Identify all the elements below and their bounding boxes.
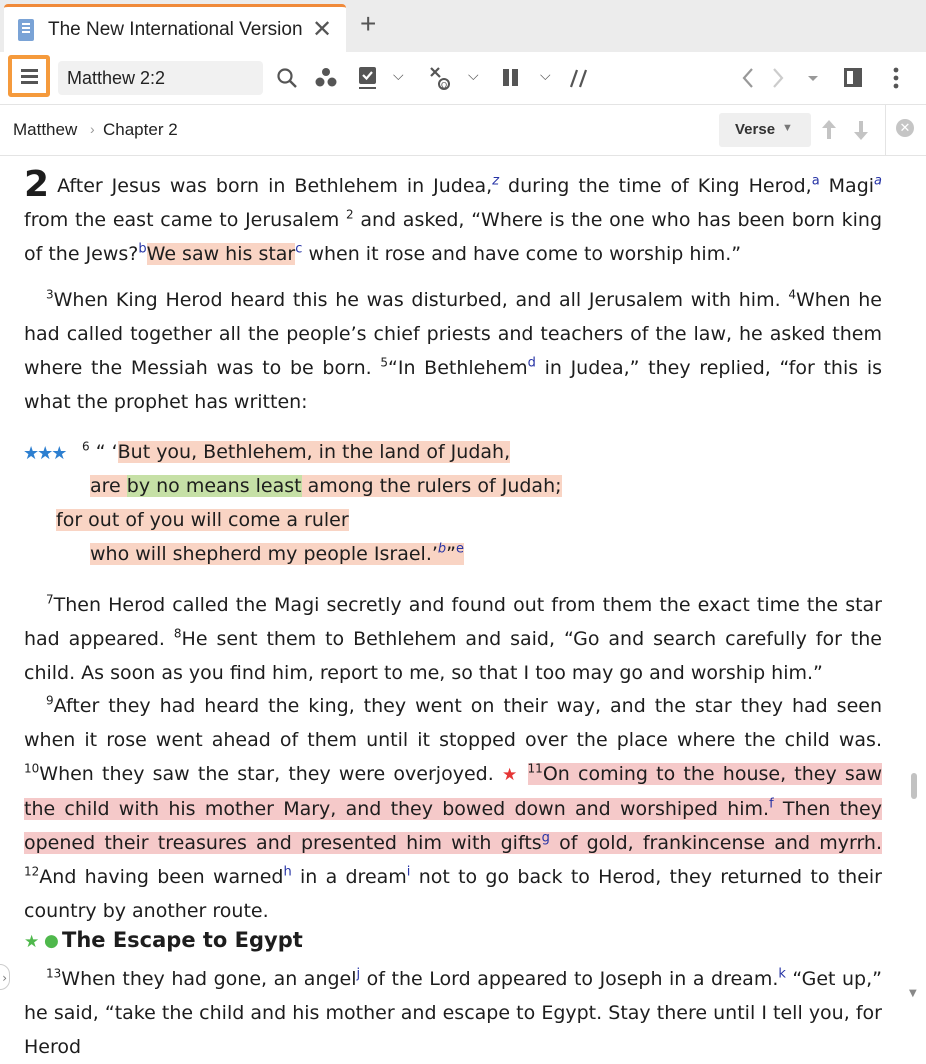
rating-stars-icon[interactable]: ★★★ [23, 443, 66, 464]
highlight-by-no-means-least[interactable]: by no means least [126, 475, 302, 497]
highlight-we-saw-his-star[interactable]: We saw his star [146, 243, 296, 265]
panel-layout-icon[interactable] [842, 64, 864, 92]
forward-icon[interactable] [770, 64, 786, 92]
verse-number: 4 [788, 287, 796, 302]
verse-9-text: After they had heard the king, they went on their way, and the star they had seen when it rose went ahead of them until it stopped over the place where the child was. [24, 695, 882, 751]
verse-11-text: On coming to the house, they saw the child with his mother Mary, and they bowed down and worshiped him. [24, 763, 883, 820]
highlight-poem-line-2a[interactable]: are [90, 475, 127, 497]
arrow-down-icon[interactable] [852, 117, 870, 143]
verse-text: in a dream [291, 866, 407, 888]
close-tab-icon[interactable]: ✕ [312, 16, 333, 43]
toolbar [0, 52, 926, 105]
footnote-e[interactable]: e [456, 541, 465, 557]
chapter-number: 2 [24, 164, 50, 205]
cluster-icon[interactable] [314, 64, 338, 92]
verse-text: during the time of King Herod, [499, 175, 812, 197]
more-options-icon[interactable] [888, 64, 904, 92]
chevron-down-icon: ▼ [782, 122, 793, 134]
verse-text: from the east came to Jerusalem [24, 209, 346, 231]
quote-open: “ ‘ [95, 441, 118, 463]
tab-bar [0, 0, 926, 52]
verse-number: 11 [527, 761, 543, 776]
verse-number: 10 [24, 761, 40, 776]
columns-icon[interactable] [500, 64, 522, 92]
bible-icon [18, 19, 34, 41]
reference-input[interactable] [58, 61, 263, 95]
breadcrumb-chapter[interactable]: Chapter 2 [103, 120, 178, 139]
tab-title: The New International Version [48, 19, 303, 40]
link-dropdown-chevron-icon[interactable]: ⌵ [468, 67, 479, 83]
verse-13-text: When they had gone, an angel [61, 968, 357, 990]
quote-close: ” [446, 543, 457, 565]
paragraph-4 [24, 689, 882, 928]
poetry-line-3 [56, 503, 349, 537]
paragraph-3 [24, 588, 882, 690]
verse-text: when it rose and have come to worship him.” [302, 243, 742, 265]
verse-number: 5 [380, 355, 388, 370]
verse-4-text: When he had called together all the people’s chief priests and teachers of the law, he asked them where the Messiah was to be born. [24, 289, 882, 379]
poetry-line-1 [82, 435, 510, 469]
menu-button[interactable] [8, 55, 50, 97]
bible-text-pane[interactable] [0, 156, 926, 1058]
verse-dropdown[interactable] [719, 113, 811, 147]
footnote-a[interactable]: a [811, 173, 820, 189]
footnote-b[interactable]: b [138, 241, 147, 257]
verse-number: 7 [46, 592, 54, 607]
footnote-c[interactable]: c [295, 241, 303, 257]
tab-niv[interactable] [4, 4, 346, 52]
scrollbar[interactable] [911, 773, 917, 799]
verse-text: of gold, frankincense and myrrh. [549, 832, 882, 854]
verse-text: in Judea,” they replied, “for this is what the prophet has written: [24, 357, 882, 413]
paragraph-1 [24, 164, 883, 271]
sidebar-expand-handle[interactable]: › [0, 964, 10, 990]
verse-text: “Get up,” he said, “take the child and his mother and escape to Egypt. Stay there until I tell you, for Herod [24, 968, 882, 1058]
breadcrumb-separator: › [90, 121, 95, 137]
link-sync-icon[interactable] [428, 64, 454, 92]
search-icon[interactable] [276, 64, 298, 92]
verse-12-text: And having been warned [39, 866, 284, 888]
footnote-d[interactable]: d [527, 355, 536, 371]
star-icon[interactable]: ★ [24, 932, 40, 952]
checklist-icon[interactable] [356, 64, 380, 92]
new-tab-button[interactable]: + [360, 8, 377, 39]
poetry-line-2 [90, 469, 562, 503]
breadcrumb [0, 105, 926, 156]
highlight-poem-line-3[interactable]: for out of you will come a ruler [56, 509, 349, 531]
verse-number: 13 [46, 966, 62, 981]
section-heading: The Escape to Egypt [62, 928, 303, 952]
columns-dropdown-chevron-icon[interactable]: ⌵ [540, 67, 551, 83]
highlight-poem-line-4[interactable] [90, 543, 464, 565]
footnote-g[interactable]: g [541, 830, 550, 846]
paragraph-2 [24, 283, 882, 419]
highlight-poem-line-1[interactable]: But you, Bethlehem, in the land of Judah, [117, 441, 511, 463]
footnote-i[interactable]: i [406, 864, 411, 880]
svg-text:Ω: Ω [441, 81, 448, 90]
paragraph-5 [24, 962, 882, 1064]
verse-text: Then they opened their treasures and presented him with gifts [24, 798, 882, 854]
verse-number: 2 [345, 207, 354, 222]
footnote-a-italic[interactable]: a [874, 173, 883, 189]
footnote-b-italic[interactable]: b [437, 541, 447, 557]
verse-5-text: “In Bethlehem [388, 357, 528, 379]
verse-text: Magi [819, 175, 875, 197]
verse-8-text: He sent them to Bethlehem and said, “Go and search carefully for the child. As soon as you find him, report to me, so that I too may go and worship him.” [24, 628, 882, 684]
verse-10-text: When they saw the star, they were overjoyed. [39, 763, 502, 785]
footnote-j[interactable]: j [356, 966, 361, 982]
verse-3-text: When King Herod heard this he was disturbed, and all Jerusalem with him. [53, 289, 789, 311]
verse-text: not to go back to Herod, they returned to their country by another route. [24, 866, 882, 922]
highlight-poem-line-2c[interactable]: among the rulers of Judah; [301, 475, 562, 497]
scroll-down-arrow-icon[interactable]: ▼ [909, 988, 917, 999]
footnote-z[interactable]: z [492, 173, 500, 189]
verse-dropdown-label: Verse [735, 121, 776, 138]
verse-2-text: and asked, “Where is the one who has been born king of the Jews? [24, 209, 883, 265]
verse-1-text: After Jesus was born in Bethlehem in Judea, [57, 175, 493, 197]
lightbulb-icon[interactable]: ● [44, 931, 59, 951]
poem-line-4-text: who will shepherd my people Israel.’ [90, 543, 438, 565]
red-star-icon[interactable]: ★ [501, 765, 520, 785]
parallel-icon[interactable] [568, 64, 590, 92]
breadcrumb-book[interactable]: Matthew [13, 120, 78, 139]
verse-7-text: Then Herod called the Magi secretly and found out from them the exact time the star had appeared. [24, 594, 882, 650]
verse-number: 9 [46, 693, 54, 708]
history-dropdown-icon[interactable] [806, 64, 820, 92]
footnote-f[interactable]: f [769, 796, 774, 812]
footnote-k[interactable]: k [778, 966, 786, 982]
verse-number: 8 [173, 626, 182, 641]
verse-number: 6 [82, 439, 90, 454]
back-icon[interactable] [740, 64, 756, 92]
poetry-line-4 [90, 537, 464, 571]
divider [885, 105, 886, 155]
clear-icon[interactable]: ✕ [896, 119, 914, 137]
verse-number: 3 [46, 287, 54, 302]
checklist-dropdown-chevron-icon[interactable]: ⌵ [393, 67, 404, 83]
arrow-up-icon[interactable] [820, 117, 838, 143]
verse-number: 12 [24, 864, 40, 879]
footnote-h[interactable]: h [283, 864, 292, 880]
verse-text: of the Lord appeared to Joseph in a dream. [360, 968, 779, 990]
